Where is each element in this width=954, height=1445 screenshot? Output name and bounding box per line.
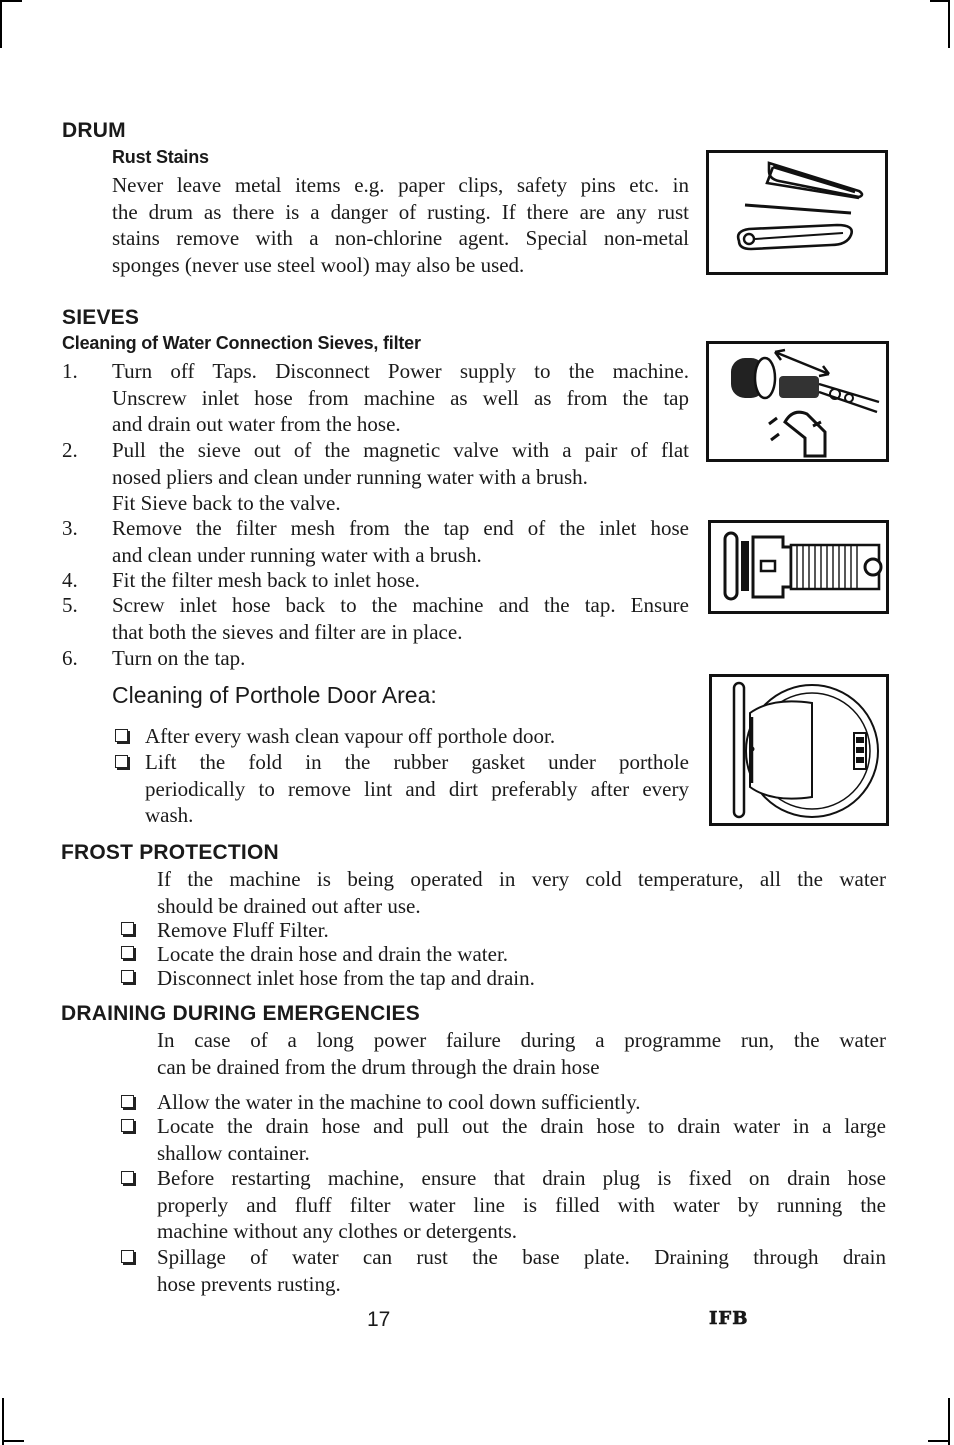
sieves-heading: SIEVES — [62, 306, 140, 329]
frost-intro: If the machine is being operated in very cold temperature, all the water should be drained out after use. — [157, 867, 886, 918]
crop-mark-bottom-left — [2, 1440, 24, 1442]
checkbox-bullet-icon — [121, 1119, 134, 1132]
emergency-intro: In case of a long power failure during a programme run, the water can be drained from the drum through the drain hose — [157, 1028, 886, 1079]
checkbox-bullet-icon — [121, 922, 134, 935]
step-text: Remove the filter mesh from the tap end of the inlet hose and clean under running water with a brush. — [112, 516, 689, 567]
step-text: Fit the filter mesh back to inlet hose. — [112, 568, 420, 592]
checkbox-bullet-icon — [121, 970, 134, 983]
step-number: 6. — [62, 646, 78, 670]
crop-mark-bottom-right — [928, 1440, 950, 1442]
step-text: Turn on the tap. — [112, 646, 246, 670]
draining-emergencies-heading: DRAINING DURING EMERGENCIES — [61, 1002, 420, 1025]
frost-item: Disconnect inlet hose from the tap and drain. — [157, 966, 535, 990]
crop-mark-top-right — [948, 0, 950, 48]
sieve-pliers-icon — [706, 341, 889, 462]
step-number: 1. — [62, 359, 78, 383]
step-number: 2. — [62, 438, 78, 462]
frost-item: Remove Fluff Filter. — [157, 918, 329, 942]
crop-mark-top-left — [0, 0, 22, 2]
page-number: 17 — [367, 1308, 391, 1331]
step-text: Screw inlet hose back to the machine and the tap. Ensure that both the sieves and filter are in place. — [112, 593, 689, 644]
step-text: Pull the sieve out of the magnetic valve with a pair of flat nosed pliers and clean under running water with a brush. Fit Sieve back to the valve. — [112, 438, 689, 515]
checkbox-bullet-icon — [121, 1250, 134, 1263]
porthole-item: Lift the fold in the rubber gasket under porthole periodically to remove lint and dirt preferably after every wash. — [145, 750, 689, 827]
crop-mark-top-right — [930, 0, 950, 2]
sieves-subheading: Cleaning of Water Connection Sieves, filter — [62, 333, 421, 353]
frost-protection-heading: FROST PROTECTION — [61, 841, 279, 864]
checkbox-bullet-icon — [121, 946, 134, 959]
porthole-item: After every wash clean vapour off porthole door. — [145, 724, 556, 748]
checkbox-bullet-icon — [115, 755, 128, 768]
checkbox-bullet-icon — [115, 729, 128, 742]
checkbox-bullet-icon — [121, 1171, 134, 1184]
porthole-door-icon — [709, 674, 889, 826]
porthole-heading: Cleaning of Porthole Door Area: — [112, 682, 437, 708]
frost-item: Locate the drain hose and drain the water. — [157, 942, 509, 966]
crop-mark-top-left — [0, 0, 2, 48]
step-number: 5. — [62, 593, 78, 617]
step-number: 4. — [62, 568, 78, 592]
emergency-item: Allow the water in the machine to cool down sufficiently. — [157, 1090, 641, 1114]
step-number: 3. — [62, 516, 78, 540]
emergency-item: Spillage of water can rust the base plate. Draining through drain hose prevents rusting. — [157, 1245, 886, 1296]
brand-logo: IFB — [709, 1308, 749, 1329]
inlet-hose-filter-icon — [708, 520, 889, 614]
emergency-item: Locate the drain hose and pull out the drain hose to drain water in a large shallow container. — [157, 1114, 886, 1165]
rust-stains-paragraph: Never leave metal items e.g. paper clips, safety pins etc. in the drum as there is a danger of rusting. If there are any rust stains remove with a non-chlorine agent. Special non-metal sponges (never use steel wool) may also be used. — [112, 173, 689, 277]
crop-mark-bottom-left — [2, 1398, 4, 1445]
drum-heading: DRUM — [62, 119, 126, 142]
rust-stains-subheading: Rust Stains — [112, 147, 209, 167]
crop-mark-bottom-right — [948, 1398, 950, 1445]
emergency-item: Before restarting machine, ensure that drain plug is fixed on drain hose properly and fluff filter water line is filled with water by running the machine without any clothes or detergents. — [157, 1166, 886, 1243]
checkbox-bullet-icon — [121, 1095, 134, 1108]
paper-clip-pin-icon — [706, 150, 888, 275]
step-text: Turn off Taps. Disconnect Power supply to the machine. Unscrew inlet hose from machine as well as from the tap and drain out water from the hose. — [112, 359, 689, 436]
